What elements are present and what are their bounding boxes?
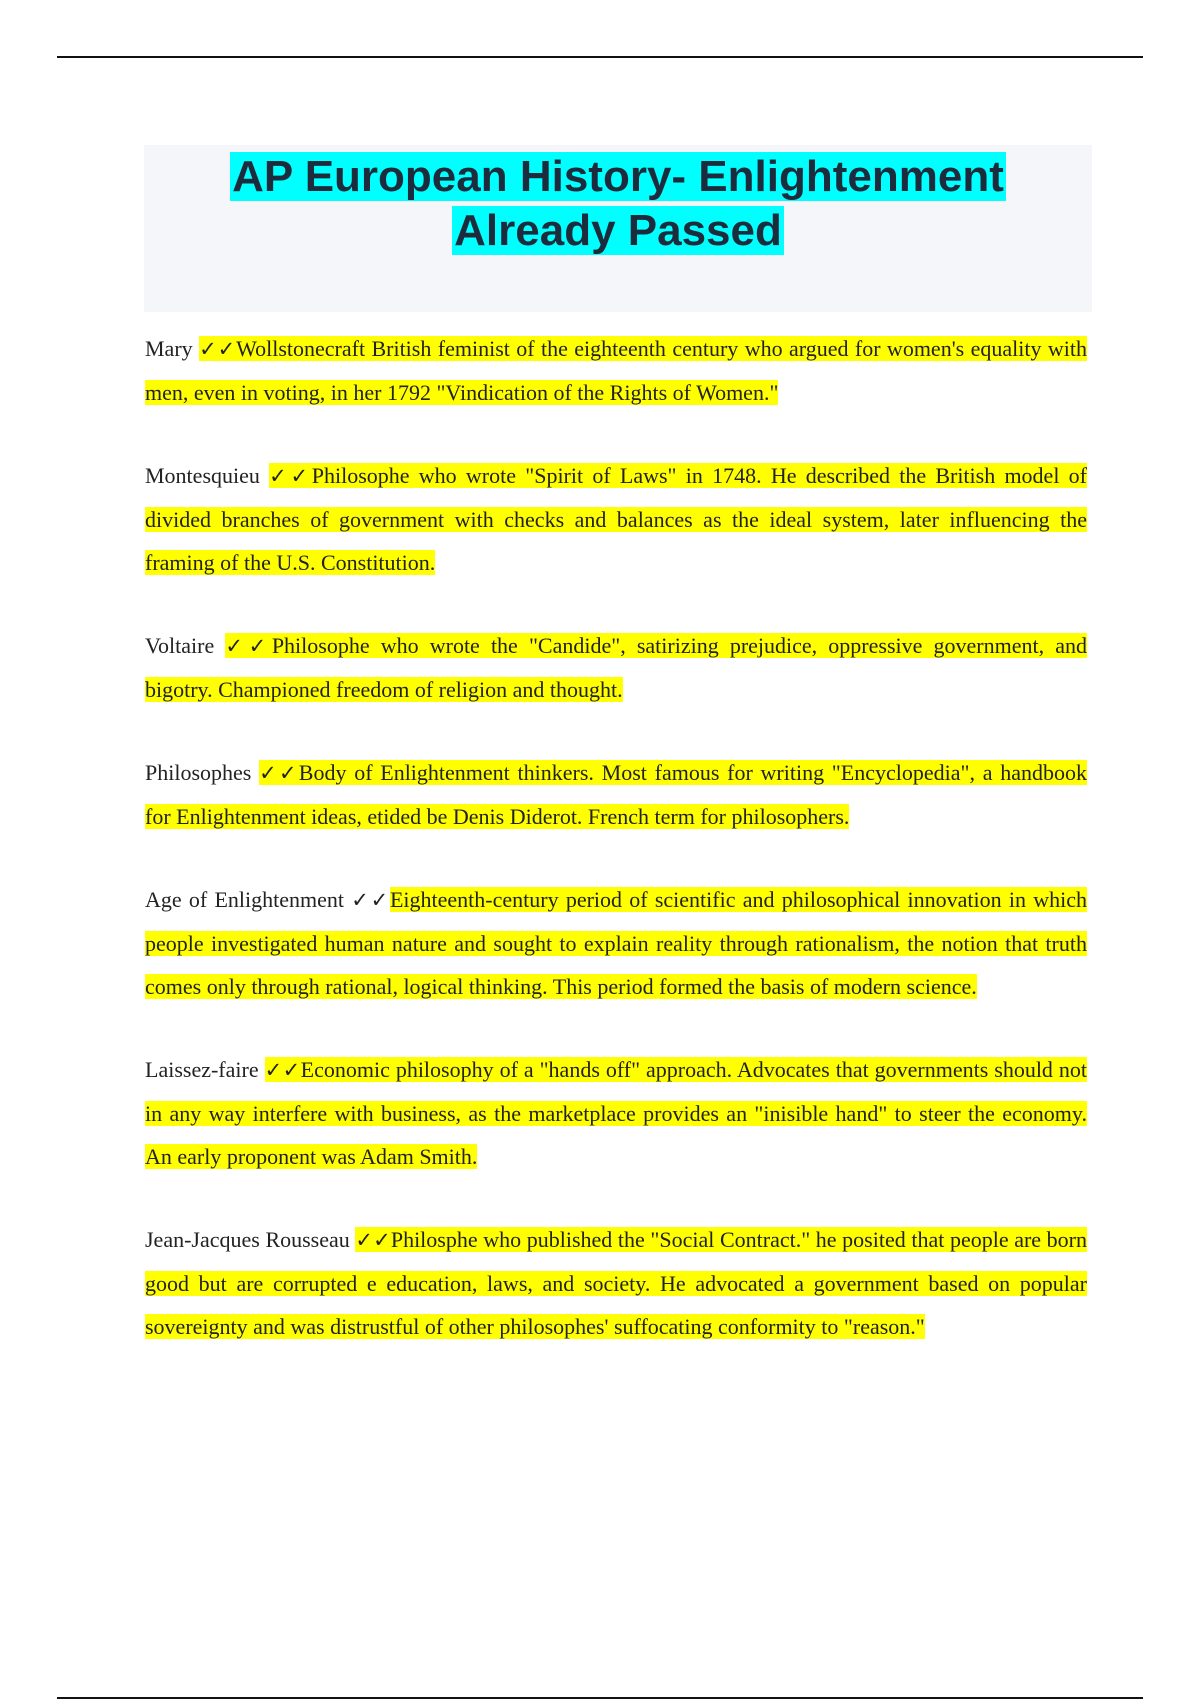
entry-montesquieu	[145, 454, 1087, 584]
entries-list	[145, 305, 1087, 1388]
double-check-icon: ✓✓	[259, 761, 299, 785]
entry-age-of-enlightenment	[145, 878, 1087, 1008]
entry-mary	[145, 327, 1087, 414]
title-text-1: AP European History- Enlightenment	[232, 152, 1004, 201]
entry-laissez-faire	[145, 1048, 1087, 1178]
double-check-icon: ✓✓	[351, 888, 390, 912]
entry-definition	[145, 463, 1087, 575]
entry-term: Age of Enlightenment	[145, 887, 345, 912]
double-check-icon: ✓✓	[269, 464, 312, 488]
entry-rousseau	[145, 1218, 1087, 1348]
entry-definition-text: Philosophe who wrote "Spirit of Laws" in 1748. He described the British model of divided branches of government with checks and balances as the ideal system, later influencing the framing of the U.S. Constitution.	[145, 463, 1087, 575]
entry-definition	[145, 1057, 1087, 1169]
entry-term: Voltaire	[145, 633, 215, 658]
entry-definition-text: Philosphe who published the "Social Contract." he posited that people are born good but are corrupted e education, laws, and society. He advocated a government based on popular sovereignty and was distrustful of other philosophes' suffocating conformity to "reason."	[145, 1227, 1087, 1339]
double-check-icon: ✓✓	[355, 1228, 391, 1252]
entry-term: Jean-Jacques Rousseau	[145, 1227, 350, 1252]
entry-term: Mary	[145, 336, 193, 361]
entry-definition	[145, 760, 1087, 829]
bottom-rule	[57, 1697, 1143, 1699]
title-text-2: Already Passed	[454, 206, 782, 255]
title-block	[144, 145, 1092, 312]
double-check-icon: ✓✓	[225, 634, 272, 658]
entry-definition-text: Wollstonecraft British feminist of the eighteenth century who argued for women's equality with men, even in voting, in her 1792 "Vindication of the Rights of Women."	[145, 336, 1088, 405]
entry-term: Laissez-faire	[145, 1057, 259, 1082]
title-line-2	[144, 204, 1092, 258]
entry-definition	[145, 633, 1087, 702]
entry-definition: Eighteenth-century period of scientific and philosophical innovation in which people investigated human nature and sought to explain reality through rationalism, the notion that truth comes only through rational, logical thinking. This period formed the basis of modern science.	[145, 887, 1088, 999]
double-check-icon: ✓✓	[264, 1058, 301, 1082]
double-check-icon: ✓✓	[199, 337, 237, 361]
top-rule	[57, 56, 1143, 58]
entry-definition	[145, 336, 1087, 405]
entry-definition-text: Philosophe who wrote the "Candide", satirizing prejudice, oppressive government, and bigotry. Championed freedom of religion and thought.	[145, 633, 1087, 702]
entry-term: Philosophes	[145, 760, 252, 785]
entry-term: Montesquieu	[145, 463, 260, 488]
title-line-1	[144, 150, 1092, 204]
entry-philosophes	[145, 751, 1087, 838]
entry-voltaire	[145, 624, 1087, 711]
entry-definition-text: Body of Enlightenment thinkers. Most famous for writing "Encyclopedia", a handbook for Enlightenment ideas, etided be Denis Diderot. French term for philosophers.	[145, 760, 1087, 829]
entry-definition-text: Economic philosophy of a "hands off" approach. Advocates that governments should not in any way interfere with business, as the marketplace provides an "inisible hand" to steer the economy. An early proponent was Adam Smith.	[145, 1057, 1087, 1169]
